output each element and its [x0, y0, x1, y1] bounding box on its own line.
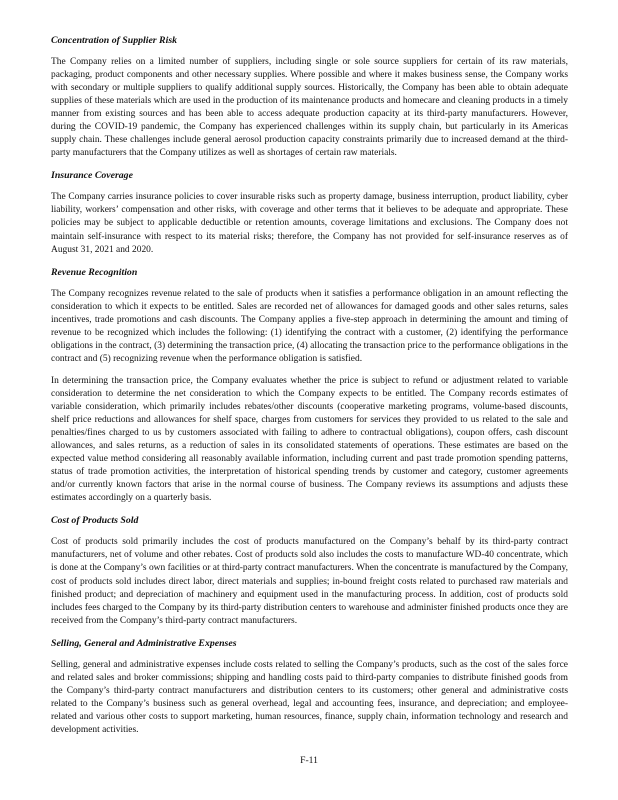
section-heading-insurance: Insurance Coverage: [51, 170, 133, 182]
paragraph: In determining the transaction price, the Company evaluates whether the price is subject to refund or adjustment related to variable consideration to determine the net consideration to which the Company expects to be entitled. The Company records estimates of variable consideration, which primarily includes rebates/other discounts (cooperative marketing programs, volume-based discounts, shelf price reductions and allowances for shelf space, charges from customers for services they provided to us related to the sale and penalties/fines charged to us by customers associated with failing to adhere to contractual obligations), coupon offers, cash discount allowances, and sales returns, as a reduction of sales in its consolidated statements of operations. These estimates are based on the expected value method considering all reasonably available information, including current and past trade promotion spending patterns, status of trade promotion activities, the interpretation of historical spending trends by customer and category, customer agreements and/or currently known factors that arise in the normal course of business. The Company reviews its assumptions and adjusts these estimates accordingly on a quarterly basis.: [51, 375, 568, 504]
section-heading-supplier-risk: Concentration of Supplier Risk: [51, 35, 178, 46]
document-body: [51, 34, 568, 746]
section-heading-cost-of-products: Cost of Products Sold: [51, 515, 139, 527]
paragraph: Cost of products sold primarily includes the cost of products manufactured on the Company’s behalf by its third-party contract manufacturers, net of volume and other rebates. Cost of products sold also includes the costs to manufacture WD-40 concentrate, which is done at the Company’s own facilities or at third-party contract manufacturers. When the concentrate is manufactured by the Company, cost of products sold includes direct labor, direct materials and supplies; in-bound freight costs related to purchased raw materials and finished product; and depreciation of machinery and equipment used in the manufacturing process. In addition, cost of products sold includes fees charged to the Company by its third-party distribution centers to warehouse and administer finished products once they are received from the Company’s third-party contract manufacturers.: [51, 537, 568, 626]
paragraph: The Company relies on a limited number of suppliers, including single or sole source suppliers for certain of its raw materials, packaging, product components and other necessary supplies. Where possible and where it makes business sense, the Company works with secondary or multiple suppliers to qualify additional supply sources. Historically, the Company has been able to obtain adequate supplies of these materials which are used in the production of its maintenance products and homecare and cleaning products in a timely manner from existing sources and has been able to access adequate production capacity at its third-party manufacturers. However, during the COVID-19 pandemic, the Company has experienced challenges within its supply chain, but particularly in its Americas supply chain. These challenges include general aerosol production capacity constraints primarily due to increased demand at the third-party manufacturers that the Company utilizes as well as shortages of certain raw materials.: [51, 57, 568, 159]
paragraph: Selling, general and administrative expenses include costs related to selling the Company’s products, such as the cost of the sales force and related sales and broker commissions; shipping and handling costs paid to third-party companies to distribute finished goods from the Company’s third-party contract manufacturers and distribution centers to its customers; other general and administrative costs related to the Company’s business such as general overhead, legal and accounting fees, insurance, and depreciation; and employee-related and various other costs to support marketing, human resources, finance, supply chain, information technology and research and development activities.: [51, 659, 568, 735]
section-heading-sga: Selling, General and Administrative Expenses: [51, 637, 237, 649]
paragraph: The Company recognizes revenue related to the sale of products when it satisfies a performance obligation in an amount reflecting the consideration to which it expects to be entitled. Sales are recorded net of allowances for damaged goods and other sales returns, sales incentives, trade promotions and cash discounts. The Company applies a five-step approach in determining the amount and timing of revenue to be recognized which includes the following: (1) identifying the contract with a customer, (2) identifying the performance obligations in the contract, (3) determining the transaction price, (4) allocating the transaction price to the performance obligations in the contract and (5) recognizing revenue when the performance obligation is satisfied.: [51, 288, 568, 364]
page-number: F-11: [300, 755, 318, 766]
section-heading-revenue: Revenue Recognition: [51, 266, 138, 278]
paragraph: The Company carries insurance policies to cover insurable risks such as property damage, business interruption, product liability, cyber liability, workers’ compensation and other risks, with coverage and other terms that it believes to be adequate and appropriate. These policies may be subject to applicable deductible or retention amounts, coverage limitations and exclusions. The Company does not maintain self-insurance with respect to its material risks; therefore, the Company has not provided for self-insurance reserves as of August 31, 2021 and 2020.: [51, 192, 568, 255]
